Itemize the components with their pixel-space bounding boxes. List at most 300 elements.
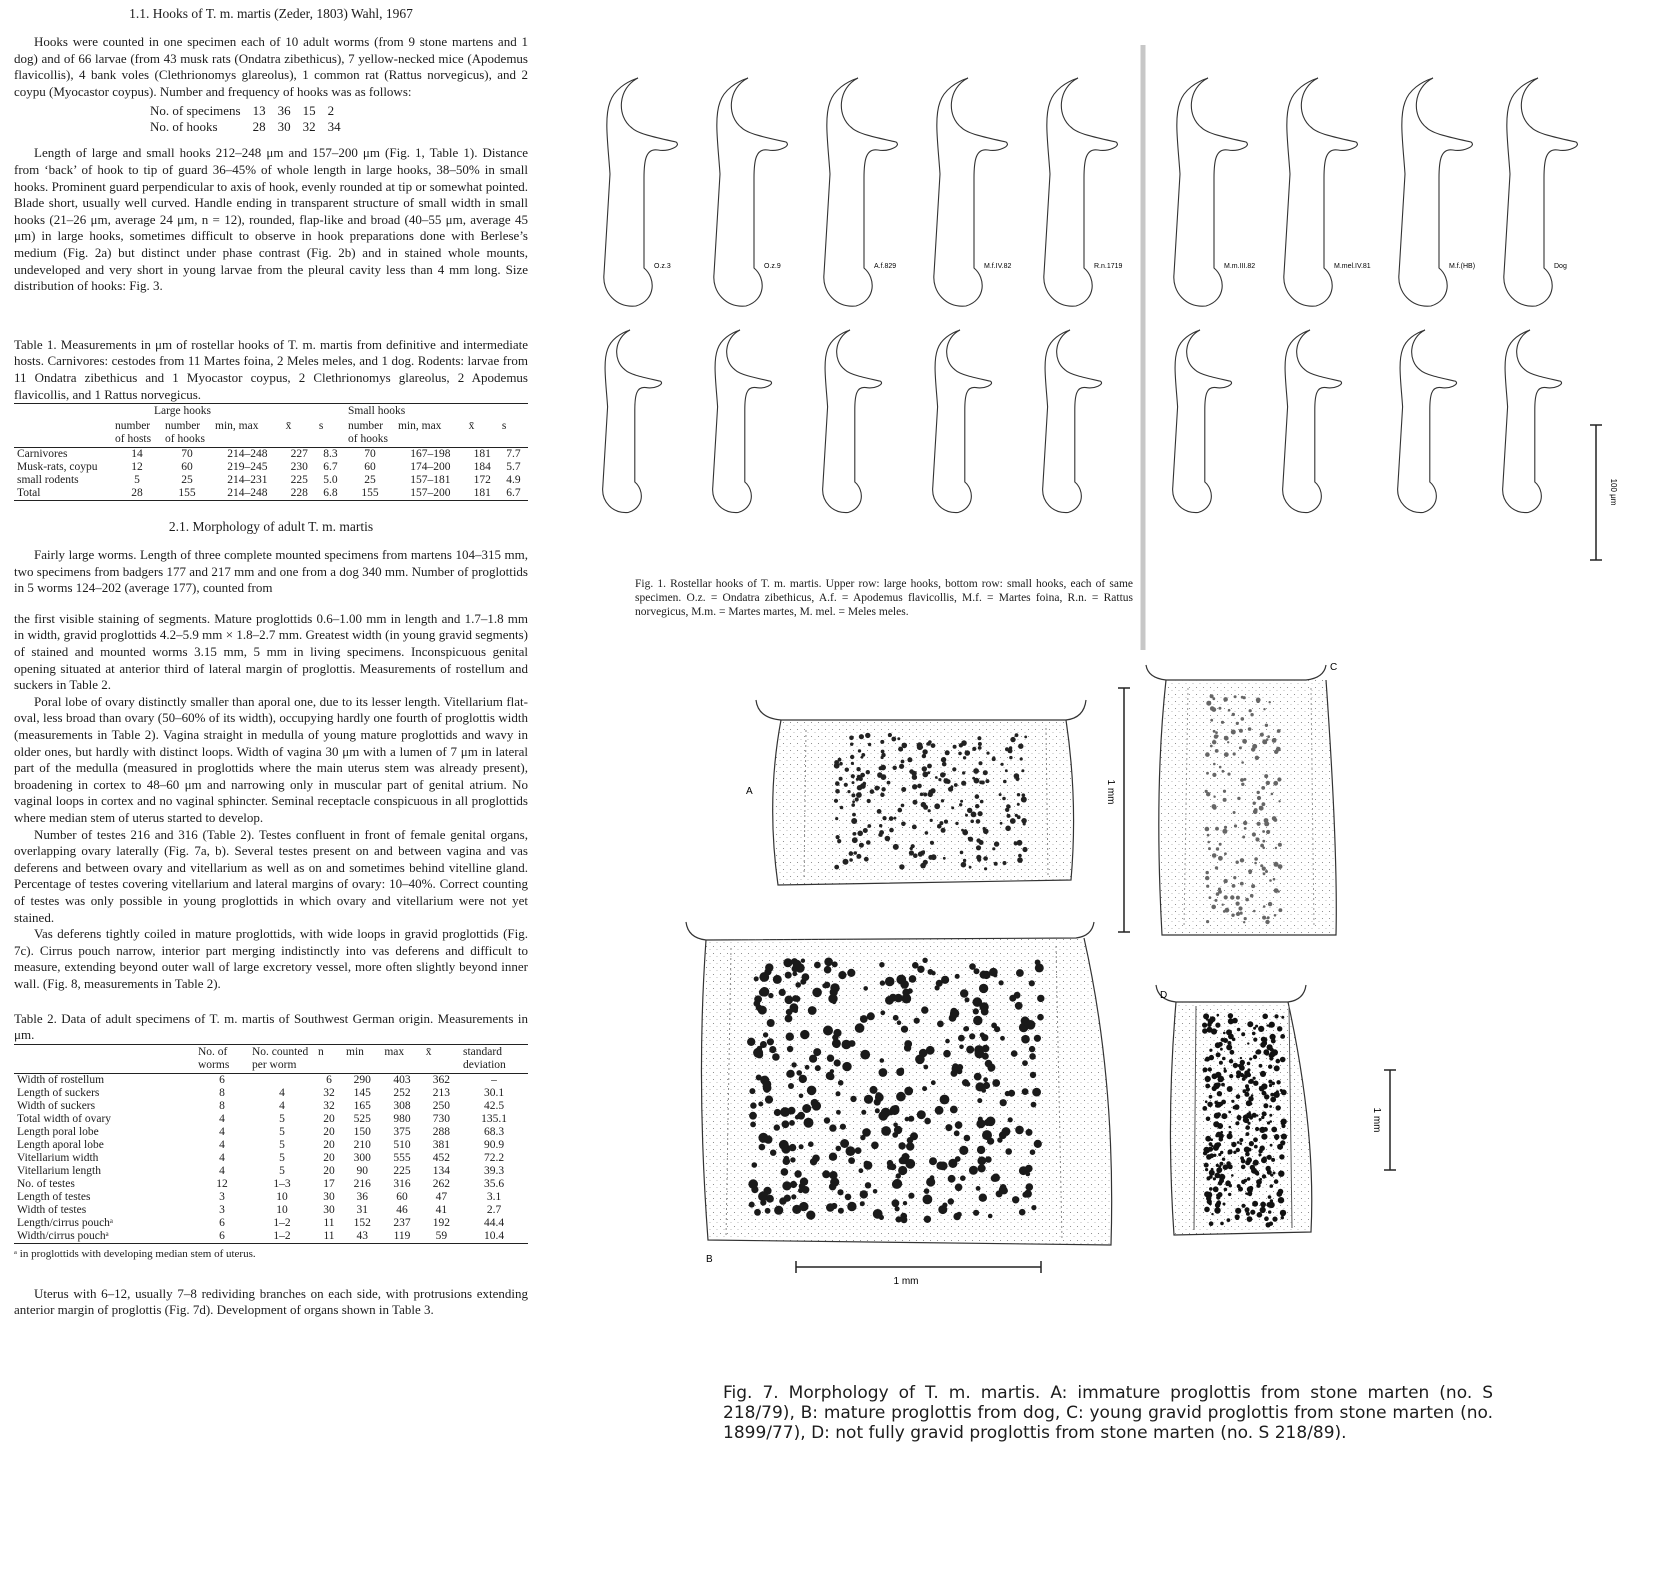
organ-dot	[1225, 1180, 1231, 1186]
organ-dot	[898, 747, 903, 752]
organ-dot	[981, 1034, 988, 1041]
organ-dot	[966, 1046, 974, 1054]
organ-dot	[1206, 885, 1209, 888]
organ-dot	[1233, 811, 1236, 814]
organ-dot	[855, 1147, 862, 1154]
organ-dot	[808, 1006, 817, 1015]
table1-cell: 181	[473, 487, 491, 500]
table1-row-label: Carnivores	[17, 448, 68, 461]
organ-dot	[749, 1088, 755, 1094]
organ-dot	[849, 736, 854, 741]
organ-dot	[1204, 1163, 1209, 1168]
organ-dot	[1246, 1212, 1250, 1216]
table1-cell: 184	[473, 461, 491, 474]
organ-dot	[1263, 708, 1265, 710]
organ-dot	[1234, 824, 1237, 827]
organ-dot	[1014, 773, 1020, 779]
table2-cell: 30	[323, 1203, 335, 1216]
organ-dot	[1208, 847, 1211, 850]
organ-dot	[1222, 1057, 1226, 1061]
organ-dot	[1015, 1002, 1023, 1010]
organ-dot	[1240, 778, 1244, 782]
table1-cell: 5	[134, 474, 140, 487]
table2-col-n: n	[318, 1045, 324, 1058]
organ-dot	[791, 958, 798, 965]
organ-dot	[948, 1175, 956, 1183]
table2-cell: 134	[432, 1164, 450, 1177]
section-heading-hooks: 1.1. Hooks of T. m. martis (Zeder, 1803) Wahl, 1967	[129, 6, 413, 21]
organ-dot	[1238, 1064, 1241, 1067]
organ-dot	[953, 745, 957, 749]
organ-dot	[1263, 905, 1266, 908]
organ-dot	[885, 836, 891, 842]
organ-dot	[914, 1018, 920, 1024]
organ-dot	[976, 1186, 981, 1191]
organ-dot	[960, 1175, 966, 1181]
organ-dot	[928, 809, 931, 812]
organ-dot	[901, 787, 906, 792]
organ-dot	[1206, 772, 1209, 775]
organ-dot	[1216, 1201, 1221, 1206]
organ-dot	[1274, 862, 1279, 867]
organ-dot	[764, 968, 771, 975]
table1-cell: 227	[290, 448, 308, 461]
organ-dot	[1211, 905, 1216, 910]
table2-row-label: Vitellarium width	[17, 1151, 99, 1164]
organ-dot	[924, 1118, 931, 1125]
organ-dot	[839, 777, 843, 781]
organ-dot	[1238, 906, 1242, 910]
hook-specimen-label: O.z.3	[654, 263, 671, 270]
organ-dot	[1228, 1193, 1231, 1196]
organ-dot	[1205, 752, 1210, 757]
organ-dot	[1022, 1088, 1029, 1095]
organ-dot	[1236, 722, 1239, 725]
organ-dot	[785, 1015, 793, 1023]
organ-dot	[752, 1162, 758, 1168]
organ-dot	[870, 1086, 878, 1094]
table2-col-worms: No. of worms	[198, 1045, 230, 1071]
organ-dot	[795, 982, 801, 988]
organ-dot	[1249, 1058, 1252, 1061]
panel-label-c: C	[1330, 662, 1338, 673]
organ-dot	[786, 1033, 794, 1041]
organ-dot	[943, 1050, 951, 1058]
organ-dot	[951, 806, 954, 809]
organ-dot	[909, 975, 917, 983]
organ-dot	[1277, 1026, 1282, 1031]
organ-dot	[1037, 995, 1044, 1002]
organ-dot	[1205, 1136, 1211, 1142]
table2-cell: 262	[432, 1177, 450, 1190]
organ-dot	[1215, 899, 1218, 902]
organ-dot	[1253, 1055, 1257, 1059]
organ-dot	[1268, 1080, 1272, 1084]
table2-cell: 288	[432, 1125, 450, 1138]
organ-dot	[796, 1070, 802, 1076]
hook-count-cell: 15	[302, 103, 316, 119]
organ-dot	[1209, 1049, 1212, 1052]
organ-dot	[774, 1206, 783, 1215]
organ-dot	[1227, 1086, 1233, 1092]
organ-dot	[1235, 1121, 1239, 1125]
organ-dot	[993, 973, 997, 977]
organ-dot	[962, 830, 968, 836]
organ-dot	[1213, 1186, 1219, 1192]
organ-dot	[1267, 916, 1270, 919]
organ-dot	[926, 1177, 935, 1186]
table1-cell: 214–231	[227, 474, 268, 487]
hook-specimen-label: M.f.IV.82	[984, 263, 1012, 270]
organ-dot	[1267, 1155, 1272, 1160]
table1-cell: 25	[181, 474, 193, 487]
organ-dot	[866, 770, 870, 774]
organ-dot	[901, 804, 905, 808]
organ-dot	[866, 840, 871, 845]
paragraph-hooks-description: Length of large and small hooks 212–248 μm and 157–200 μm (Fig. 1, Table 1). Distance from ‘back’ of hook to tip of guard 36–45% of whole length in large hooks, 38–50% in small hooks. Prominent guard perpendicular to axis of hook, evenly rounded at tip or somewhat pointed. Blade short, usually well curved. Handle ending in transparent structure of small width in small hooks (21–26 μm, average 24 μm, n = 12), rounded, flap-like and broad (40–55 μm, average 45 μm) in large hooks, sometimes difficult to observe in hook preparations done with Berlese’s medium (Fig. 2a) but distinct under phase contrast (Fig. 2b) and in stained whole mounts, undeveloped and very short in young larvae from the pleural cavity less than 4 mm long. Size distribution of hooks: Fig. 3.	[14, 145, 528, 294]
organ-dot	[867, 1012, 875, 1020]
organ-dot	[1241, 1204, 1245, 1208]
organ-dot	[961, 781, 966, 786]
organ-dot	[838, 1208, 844, 1214]
organ-dot	[901, 760, 905, 764]
table2-cell: 290	[353, 1073, 371, 1086]
organ-dot	[1210, 745, 1213, 748]
panel-label-b: B	[706, 1254, 713, 1265]
organ-dot	[923, 860, 928, 865]
organ-dot	[1211, 1028, 1217, 1034]
organ-dot	[1206, 701, 1211, 706]
organ-dot	[1001, 1187, 1008, 1194]
organ-dot	[924, 1216, 931, 1223]
organ-dot	[838, 841, 841, 844]
table2-cell: 1–2	[273, 1229, 291, 1242]
organ-dot	[871, 1142, 879, 1150]
organ-dot	[844, 783, 848, 787]
organ-dot	[1263, 1103, 1268, 1108]
table2-cell: 68.3	[483, 1125, 505, 1138]
organ-dot	[901, 822, 906, 827]
organ-dot	[931, 1080, 936, 1085]
organ-dot	[1233, 876, 1236, 879]
organ-dot	[941, 976, 949, 984]
organ-dot	[800, 1030, 809, 1039]
organ-dot	[807, 1086, 817, 1096]
organ-dot	[851, 762, 854, 765]
organ-dot	[1259, 1178, 1262, 1181]
organ-dot	[954, 783, 958, 787]
organ-dot	[774, 1124, 780, 1130]
organ-dot	[1207, 1102, 1212, 1107]
organ-dot	[964, 1135, 971, 1142]
organ-dot	[1242, 1074, 1246, 1078]
table1-cell: 155	[178, 487, 196, 500]
organ-dot	[881, 750, 885, 754]
organ-dot	[845, 1194, 852, 1201]
organ-dot	[975, 794, 980, 799]
organ-dot	[834, 799, 838, 803]
table2-row-label: Width of suckers	[17, 1099, 96, 1112]
organ-dot	[768, 993, 773, 998]
organ-dot	[1247, 1062, 1251, 1066]
table2-row-label: Length aporal lobe	[17, 1138, 104, 1151]
organ-dot	[1212, 853, 1217, 858]
organ-dot	[829, 1124, 836, 1131]
organ-dot	[959, 1146, 968, 1155]
table1-cell: 70	[364, 448, 376, 461]
organ-dot	[945, 750, 950, 755]
organ-dot	[868, 743, 871, 746]
organ-dot	[1260, 864, 1263, 867]
organ-dot	[1269, 1084, 1272, 1087]
organ-dot	[1239, 1138, 1243, 1142]
organ-dot	[980, 800, 984, 804]
organ-dot	[979, 781, 983, 785]
organ-dot	[838, 971, 846, 979]
organ-dot	[984, 1119, 991, 1126]
organ-dot	[763, 1032, 768, 1037]
organ-dot	[813, 1048, 821, 1056]
organ-dot	[908, 1193, 914, 1199]
table2-cell: 510	[393, 1138, 411, 1151]
paragraph-morph-2: the first visible staining of segments. Mature proglottids 0.6–1.00 mm in length and 1.7–1.8 mm in width, gravid proglottids 4.2–5.9 mm × 1.8–2.7 mm. Greatest width (in young gravid segments) of stained and mounted worms 3.15 mm, 5 mm in living specimens. Inconspicuous genital opening situated at anterior third of lateral margin of proglottis. Measurements of rostellum and suckers in Table 2.	[14, 610, 528, 693]
organ-dot	[1005, 769, 1008, 772]
organ-dot	[1255, 756, 1259, 760]
panel-label-a: A	[746, 786, 753, 797]
table2-cell: 30.1	[483, 1086, 505, 1099]
organ-dot	[1259, 1086, 1265, 1092]
scale-bar-1mm-vertical	[1105, 688, 1130, 932]
table2-cell: 20	[323, 1112, 335, 1125]
organ-dot	[1262, 840, 1265, 843]
organ-dot	[1253, 810, 1258, 815]
organ-dot	[1219, 1162, 1223, 1166]
organ-dot	[855, 1023, 865, 1033]
table2-cell: 300	[353, 1151, 371, 1164]
organ-dot	[1271, 1158, 1275, 1162]
table2-cell: 4	[279, 1099, 285, 1112]
organ-dot	[863, 782, 867, 786]
organ-dot	[973, 768, 979, 774]
organ-dot	[1203, 1067, 1208, 1072]
organ-dot	[898, 1166, 907, 1175]
organ-dot	[931, 854, 937, 860]
hook-count-cell: 34	[327, 119, 341, 135]
organ-dot	[1237, 797, 1240, 800]
table2-cell: 20	[323, 1138, 335, 1151]
organ-dot	[955, 1184, 963, 1192]
organ-dot	[1000, 822, 1003, 825]
organ-dot	[822, 1170, 830, 1178]
organ-dot	[806, 1211, 815, 1220]
organ-dot	[792, 995, 799, 1002]
organ-dot	[923, 805, 928, 810]
organ-dot	[893, 1015, 899, 1021]
table2-cell: 213	[432, 1086, 450, 1099]
organ-dot	[763, 1080, 772, 1089]
organ-dot	[1024, 1190, 1032, 1198]
organ-dot	[1008, 1090, 1015, 1097]
organ-dot	[1281, 1090, 1287, 1096]
table2-cell: 381	[432, 1138, 450, 1151]
table1-cell: 225	[290, 474, 308, 487]
table2-col-min: min	[346, 1045, 364, 1058]
organ-dot	[1032, 1088, 1041, 1097]
table2-cell: 555	[393, 1151, 411, 1164]
organ-dot	[758, 1102, 763, 1107]
organ-dot	[1029, 1046, 1035, 1052]
organ-dot	[1232, 884, 1236, 888]
organ-dot	[941, 799, 944, 802]
organ-dot	[1270, 1184, 1274, 1188]
organ-dot	[1281, 1212, 1286, 1217]
organ-dot	[1267, 1202, 1272, 1207]
organ-dot	[1215, 731, 1218, 734]
organ-dot	[883, 817, 886, 820]
organ-dot	[1266, 781, 1270, 785]
organ-dot	[1274, 818, 1278, 822]
organ-dot	[982, 1130, 992, 1140]
organ-dot	[1262, 1156, 1267, 1161]
table2-cell: 59	[435, 1229, 448, 1242]
table-row	[14, 1087, 528, 1100]
organ-dot	[1233, 1151, 1236, 1154]
organ-dot	[1219, 1168, 1222, 1171]
organ-dot	[1224, 1069, 1227, 1072]
organ-dot	[1274, 1179, 1279, 1184]
organ-dot	[1273, 1092, 1279, 1098]
organ-dot	[802, 973, 810, 981]
organ-dot	[1244, 917, 1247, 920]
organ-dot	[1223, 798, 1227, 802]
organ-dot	[1228, 1045, 1231, 1048]
organ-dot	[754, 976, 759, 981]
table2-cell: 225	[393, 1164, 411, 1177]
organ-dot	[750, 1122, 756, 1128]
organ-dot	[1228, 1034, 1234, 1040]
organ-dot	[861, 1110, 866, 1115]
organ-dot	[900, 980, 909, 989]
organ-dot	[891, 737, 896, 742]
figure-1-caption: Fig. 1. Rostellar hooks of T. m. martis. Upper row: large hooks, bottom row: small hooks, each of same specimen. O.z. = Ondatra zibethicus, A.f. = Apodemus flavicollis, M.f. = Martes foina, R.n. = Rattus norvegicus, M.m. = Martes martes, M. mel. = Meles meles.	[635, 578, 1133, 618]
organ-dot	[1259, 1064, 1263, 1068]
table2-cell: 17	[323, 1177, 335, 1190]
organ-dot	[1265, 870, 1268, 873]
hook-outline	[824, 78, 898, 306]
organ-dot	[937, 824, 942, 829]
organ-dot	[1217, 1044, 1219, 1046]
organ-dot	[832, 1000, 836, 1004]
hook-outline	[603, 330, 662, 513]
organ-dot	[856, 854, 861, 859]
organ-dot	[812, 1155, 820, 1163]
organ-dot	[1235, 1208, 1241, 1214]
organ-dot	[1262, 1014, 1268, 1020]
organ-dot	[1205, 876, 1209, 880]
organ-dot	[863, 828, 868, 833]
organ-dot	[856, 792, 862, 798]
organ-dot	[1276, 1080, 1280, 1084]
table2-cell: 31	[356, 1203, 368, 1216]
organ-dot	[935, 1106, 944, 1115]
hook-outline	[713, 330, 772, 513]
table2-cell: 135.1	[481, 1112, 507, 1125]
organ-dot	[1223, 879, 1227, 883]
table2-cell: 3.1	[486, 1190, 502, 1203]
organ-dot	[1218, 707, 1221, 710]
organ-dot	[923, 793, 927, 797]
organ-dot	[870, 789, 875, 794]
organ-dot	[979, 840, 984, 845]
table1-cell: 167–198	[410, 448, 451, 461]
organ-dot	[836, 1091, 841, 1096]
organ-dot	[792, 971, 797, 976]
organ-dot	[867, 824, 871, 828]
organ-dot	[1264, 1217, 1268, 1221]
organ-dot	[1263, 872, 1266, 875]
organ-dot	[1262, 1174, 1266, 1178]
organ-dot	[857, 831, 863, 837]
table2-cell: 237	[393, 1216, 411, 1229]
organ-dot	[833, 1041, 840, 1048]
organ-dot	[836, 1110, 841, 1115]
table-row	[14, 474, 528, 487]
organ-dot	[1260, 1071, 1266, 1077]
organ-dot	[1207, 834, 1210, 837]
organ-dot	[950, 1106, 958, 1114]
organ-dot	[1253, 1081, 1258, 1086]
organ-dot	[779, 989, 786, 996]
organ-dot	[799, 1075, 807, 1083]
table2-cell: 10	[276, 1190, 288, 1203]
organ-dot	[1031, 1102, 1037, 1108]
organ-dot	[955, 1121, 963, 1129]
organ-dot	[853, 851, 857, 855]
organ-dot	[1018, 854, 1022, 858]
organ-dot	[787, 1070, 795, 1078]
table2-cell: 32	[323, 1099, 335, 1112]
organ-dot	[808, 1141, 814, 1147]
organ-dot	[1241, 717, 1245, 721]
organ-dot	[880, 980, 885, 985]
organ-dot	[1000, 1099, 1007, 1106]
hook-outline	[1044, 78, 1118, 306]
table1-cell: 14	[131, 448, 143, 461]
organ-dot	[849, 851, 854, 856]
organ-dot	[1261, 786, 1265, 790]
organ-dot	[927, 764, 932, 769]
organ-dot	[912, 962, 919, 969]
organ-dot	[1023, 822, 1026, 825]
organ-dot	[973, 1008, 979, 1014]
organ-dot	[1278, 843, 1282, 847]
organ-dot	[859, 843, 864, 848]
organ-dot	[1253, 1160, 1259, 1166]
organ-dot	[1223, 1164, 1229, 1170]
organ-dot	[898, 808, 903, 813]
organ-dot	[888, 733, 892, 737]
table2-cell: 6	[219, 1073, 225, 1086]
organ-dot	[901, 1216, 908, 1223]
organ-dot	[1228, 1013, 1233, 1018]
organ-dot	[1230, 895, 1234, 899]
organ-dot	[879, 824, 882, 827]
organ-dot	[994, 862, 998, 866]
hook-specimen-label: M.m.III.82	[1224, 263, 1256, 270]
organ-dot	[1239, 729, 1243, 733]
table2-cell: 41	[435, 1203, 448, 1216]
organ-dot	[1277, 729, 1281, 733]
